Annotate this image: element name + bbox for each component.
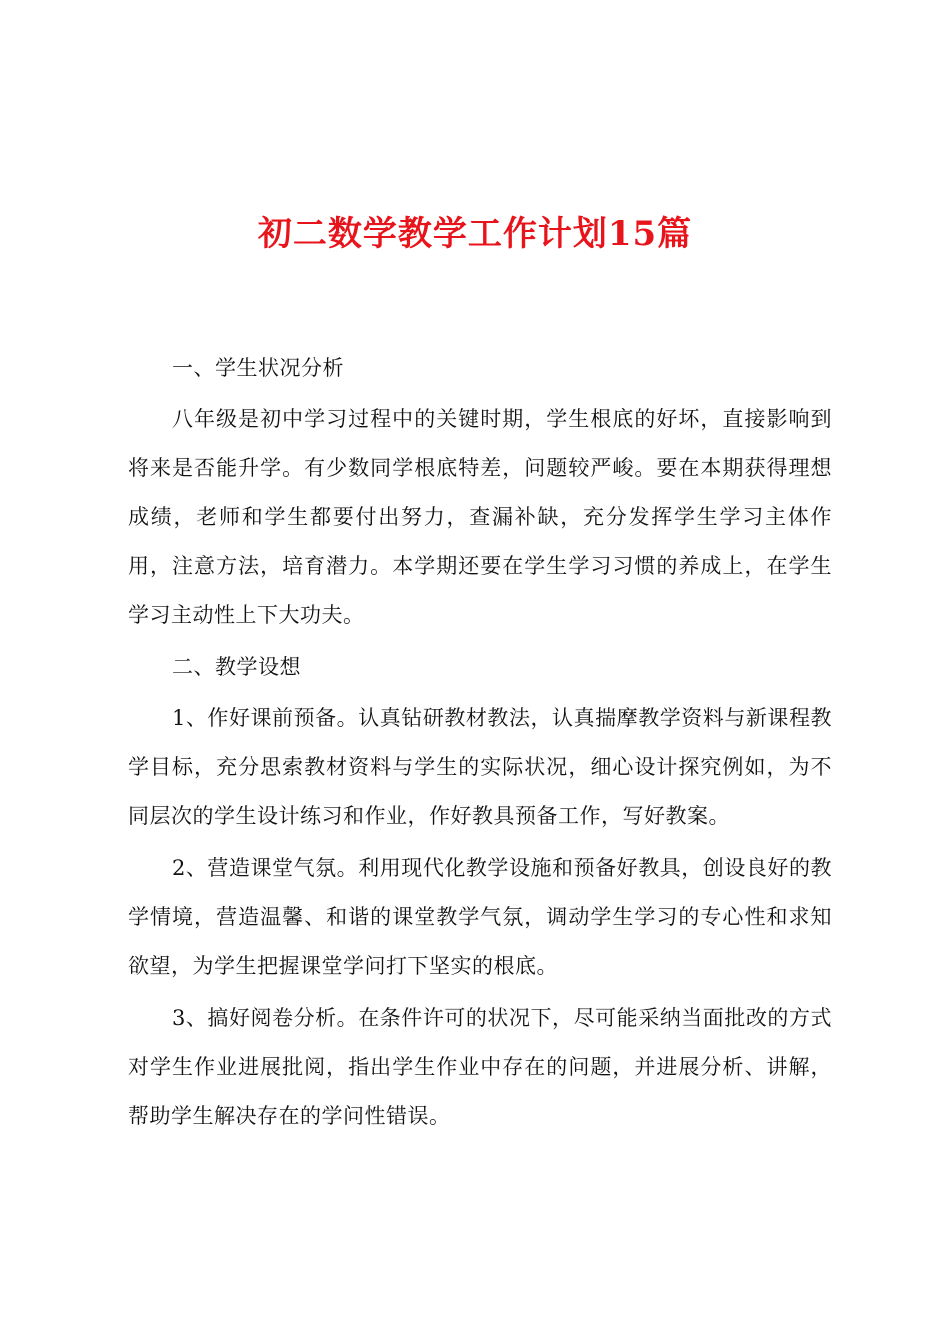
body-paragraph: 1、作好课前预备。认真钻研教材教法，认真揣摩教学资料与新课程教学目标，充分思索教材资料与学生的实际状况，细心设计探究例如，为不同层次的学生设计练习和作业，作好教具预备工作，写好教案。 bbox=[128, 706, 832, 828]
section-heading: 二、教学设想 bbox=[172, 655, 301, 679]
body-paragraph: 八年级是初中学习过程中的关键时期，学生根底的好坏，直接影响到将来是否能升学。有少数同学根底特差，问题较严峻。要在本期获得理想成绩，老师和学生都要付出努力，查漏补缺，充分发挥学生学习主体作用，注意方法，培育潜力。本学期还要在学生学习习惯的养成上，在学生学习主动性上下大功夫。 bbox=[128, 407, 832, 627]
body-paragraph: 3、搞好阅卷分析。在条件许可的状况下，尽可能采纳当面批改的方式对学生作业进展批阅，指出学生作业中存在的问题，并进展分析、讲解，帮助学生解决存在的学问性错误。 bbox=[128, 1006, 832, 1128]
body-paragraph: 2、营造课堂气氛。利用现代化教学设施和预备好教具，创设良好的教学情境，营造温馨、和谐的课堂教学气氛，调动学生学习的专心性和求知欲望，为学生把握课堂学问打下坚实的根底。 bbox=[128, 856, 832, 978]
section-heading: 一、学生状况分析 bbox=[172, 356, 344, 380]
document-title: 初二数学教学工作计划15篇 bbox=[257, 214, 693, 254]
document-body bbox=[128, 344, 832, 1144]
